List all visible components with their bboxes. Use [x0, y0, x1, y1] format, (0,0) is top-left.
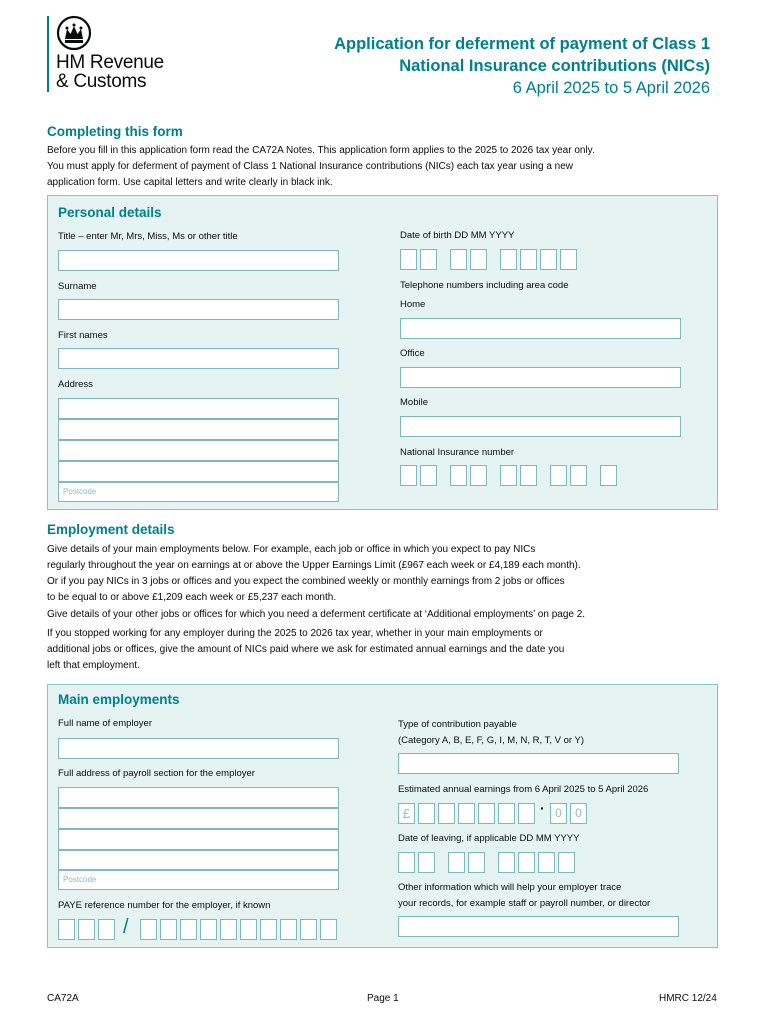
title-line1: Application for deferment of payment of Class 1 [334, 35, 710, 53]
employment-p1-line2: regularly throughout the year on earnings at or above the Upper Earnings Limit (£967 each week or £4,189 each month). [47, 560, 581, 571]
surname-input[interactable] [58, 299, 339, 320]
leaving-year-box[interactable] [558, 852, 575, 873]
nino-box[interactable] [400, 465, 417, 486]
pence-box-1: 0 [550, 803, 567, 824]
dob-month-box[interactable] [470, 249, 487, 270]
leaving-day-box[interactable] [398, 852, 415, 873]
org-name-line2: & Customs [56, 71, 147, 92]
address-label: Address [58, 379, 93, 390]
dob-label: Date of birth DD MM YYYY [400, 230, 515, 241]
paye-box[interactable] [140, 919, 157, 940]
postcode-input[interactable] [58, 482, 339, 502]
other-info-line2: your records, for example staff or payroll number, or director [398, 898, 651, 909]
payroll-address-line2-input[interactable] [58, 808, 339, 829]
employment-para3 [47, 626, 737, 674]
first-names-label: First names [58, 330, 108, 341]
earnings-box[interactable] [418, 803, 435, 824]
intro-line3: application form. Use capital letters and write clearly in black ink. [47, 177, 333, 188]
earnings-box[interactable] [478, 803, 495, 824]
employment-p2: Give details of your other jobs or offices for which you need a deferment certificate at ‘Additional employments’ on page 2. [47, 609, 586, 620]
employment-heading: Employment details [47, 522, 175, 537]
employer-name-input[interactable] [58, 738, 339, 759]
nino-box[interactable] [500, 465, 517, 486]
logo-bar [47, 16, 49, 92]
footer-form-code: CA72A [47, 993, 79, 1004]
org-logo-text [56, 53, 164, 91]
payroll-postcode-input[interactable] [58, 870, 339, 890]
paye-box[interactable] [280, 919, 297, 940]
dob-month-box[interactable] [450, 249, 467, 270]
intro-line1: Before you fill in this application form read the CA72A Notes. This application form applies to the 2025 to 2026 tax year only. [47, 145, 595, 156]
office-phone-input[interactable] [400, 367, 681, 388]
surname-label: Surname [58, 281, 97, 292]
postcode-placeholder: Postcode [63, 487, 97, 496]
title-label: Title – enter Mr, Mrs, Miss, Ms or other title [58, 231, 238, 242]
mobile-phone-label: Mobile [400, 397, 428, 408]
office-phone-label: Office [400, 348, 425, 359]
employment-para1 [47, 542, 737, 606]
earnings-box[interactable] [458, 803, 475, 824]
title-input[interactable] [58, 250, 339, 271]
intro-line2: You must apply for deferment of payment of Class 1 National Insurance contributions (NICs) each tax year using a new [47, 161, 574, 172]
dob-year-box[interactable] [540, 249, 557, 270]
pound-sign-box: £ [398, 803, 415, 824]
phone-label: Telephone numbers including area code [400, 280, 569, 291]
employment-p3-line2: additional jobs or offices, give the amount of NICs paid where we ask for estimated annual earnings and the date you [47, 644, 565, 655]
category-label-line2: (Category A, B, E, F, G, I, M, N, R, T, V or Y) [398, 735, 585, 746]
nino-box[interactable] [600, 465, 617, 486]
employment-p1-line3: Or if you pay NICs in 3 jobs or offices and you expect the combined weekly or monthly earnings from 2 jobs or offices [47, 576, 565, 587]
title-line2: National Insurance contributions (NICs) [399, 57, 710, 75]
earnings-box[interactable] [518, 803, 535, 824]
paye-box[interactable] [78, 919, 95, 940]
leaving-year-box[interactable] [538, 852, 555, 873]
employment-p3-line1: If you stopped working for any employer during the 2025 to 2026 tax year, whether in your main employments or [47, 628, 543, 639]
other-info-input[interactable] [398, 916, 679, 937]
dob-day-box[interactable] [400, 249, 417, 270]
decimal-point: · [540, 800, 545, 816]
paye-box[interactable] [260, 919, 277, 940]
payroll-address-line4-input[interactable] [58, 850, 339, 870]
footer-page-number: Page 1 [367, 993, 399, 1004]
employment-p3-line3: left that employment. [47, 660, 140, 671]
nino-box[interactable] [570, 465, 587, 486]
home-phone-input[interactable] [400, 318, 681, 339]
other-info-line1: Other information which will help your employer trace [398, 882, 622, 893]
intro-text [47, 143, 727, 191]
leaving-month-box[interactable] [448, 852, 465, 873]
personal-heading: Personal details [58, 205, 162, 220]
paye-box[interactable] [240, 919, 257, 940]
earnings-box[interactable] [498, 803, 515, 824]
mobile-phone-input[interactable] [400, 416, 681, 437]
nino-box[interactable] [470, 465, 487, 486]
paye-slash: / [123, 916, 129, 938]
pence-box-2: 0 [570, 803, 587, 824]
crown-crest-icon [56, 15, 92, 51]
intro-heading: Completing this form [47, 124, 183, 139]
paye-box[interactable] [200, 919, 217, 940]
form-title [334, 33, 710, 99]
payroll-address-line3-input[interactable] [58, 829, 339, 850]
paye-box[interactable] [98, 919, 115, 940]
other-info-label [398, 881, 650, 911]
category-input[interactable] [398, 753, 679, 774]
leaving-month-box[interactable] [468, 852, 485, 873]
dob-day-box[interactable] [420, 249, 437, 270]
dob-year-box[interactable] [500, 249, 517, 270]
nino-box[interactable] [550, 465, 567, 486]
leaving-date-label: Date of leaving, if applicable DD MM YYYY [398, 833, 580, 844]
address-line2-input[interactable] [58, 419, 339, 440]
nino-box[interactable] [520, 465, 537, 486]
nino-box[interactable] [420, 465, 437, 486]
payroll-postcode-placeholder: Postcode [63, 875, 97, 884]
leaving-year-box[interactable] [498, 852, 515, 873]
title-dates: 6 April 2025 to 5 April 2026 [512, 79, 710, 97]
paye-box[interactable] [320, 919, 337, 940]
paye-box[interactable] [220, 919, 237, 940]
employer-name-label: Full name of employer [58, 718, 152, 729]
address-line4-input[interactable] [58, 461, 339, 482]
main-employments-heading: Main employments [58, 692, 180, 707]
nino-label: National Insurance number [400, 447, 515, 458]
paye-box[interactable] [180, 919, 197, 940]
paye-box[interactable] [300, 919, 317, 940]
earnings-label: Estimated annual earnings from 6 April 2025 to 5 April 2026 [398, 784, 649, 795]
address-line1-input[interactable] [58, 398, 339, 419]
org-name-line1: HM Revenue [56, 52, 164, 73]
paye-box[interactable] [58, 919, 75, 940]
earnings-box[interactable] [438, 803, 455, 824]
footer-version: HMRC 12/24 [659, 993, 717, 1004]
paye-box[interactable] [160, 919, 177, 940]
payroll-address-line1-input[interactable] [58, 787, 339, 808]
leaving-year-box[interactable] [518, 852, 535, 873]
nino-box[interactable] [450, 465, 467, 486]
dob-year-box[interactable] [560, 249, 577, 270]
employment-p1-line4: to be equal to or above £1,209 each week or £5,237 each month. [47, 592, 337, 603]
dob-year-box[interactable] [520, 249, 537, 270]
employment-p1-line1: Give details of your main employments below. For example, each job or office in which you expect to pay NICs [47, 544, 536, 555]
home-phone-label: Home [400, 299, 426, 310]
category-label [398, 718, 584, 748]
first-names-input[interactable] [58, 348, 339, 369]
leaving-day-box[interactable] [418, 852, 435, 873]
paye-label: PAYE reference number for the employer, if known [58, 900, 271, 911]
category-label-line1: Type of contribution payable [398, 719, 517, 730]
payroll-address-label: Full address of payroll section for the employer [58, 768, 255, 779]
address-line3-input[interactable] [58, 440, 339, 461]
